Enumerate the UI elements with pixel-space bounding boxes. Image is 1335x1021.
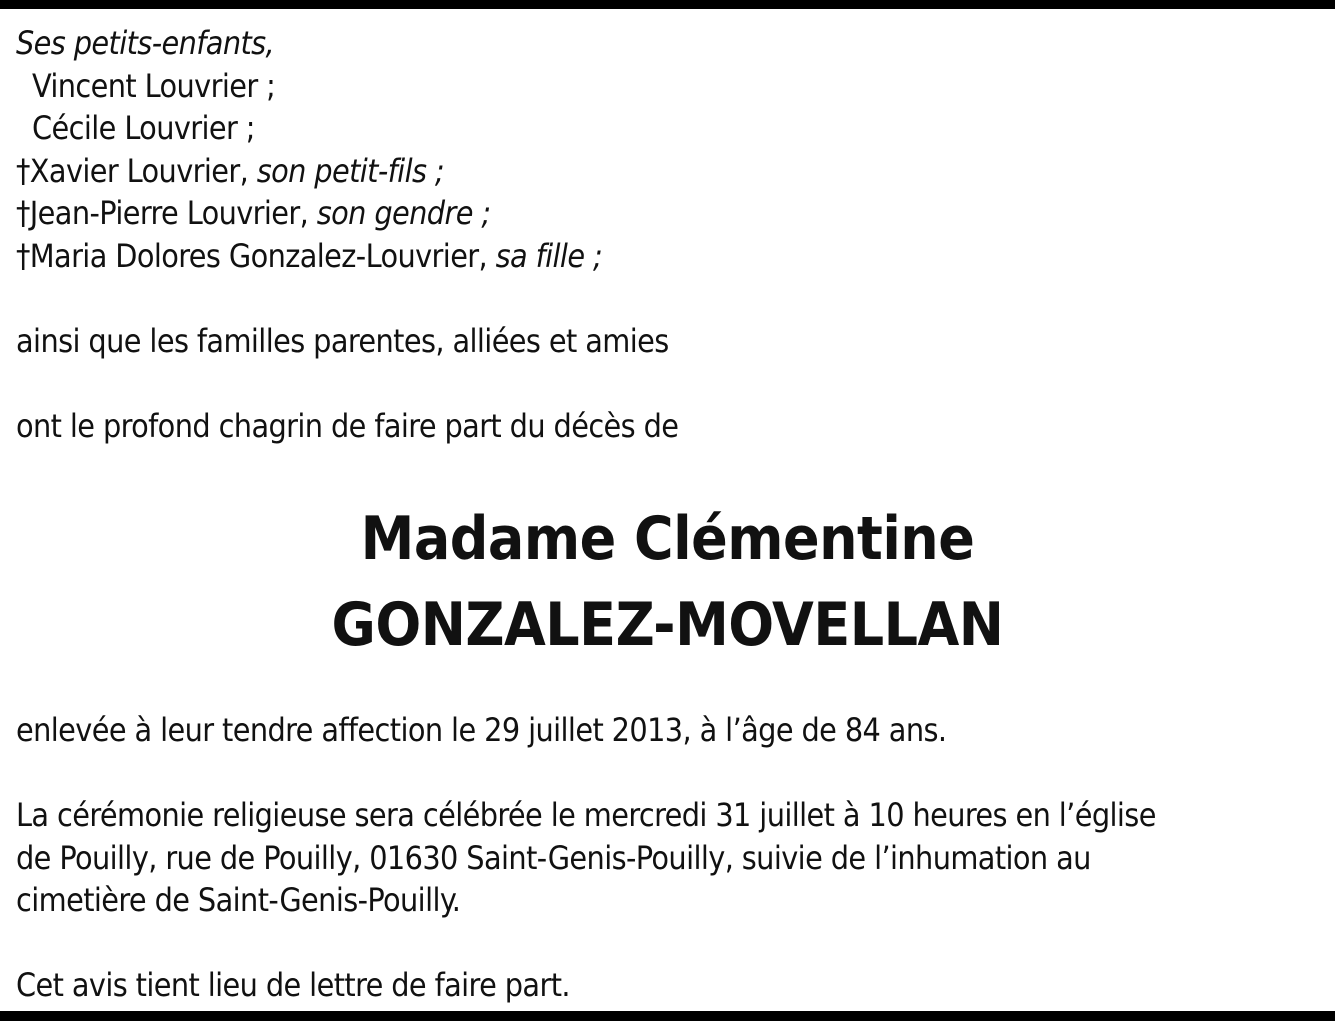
bottom-border-rule bbox=[0, 1011, 1335, 1021]
family-section bbox=[16, 22, 1316, 447]
relative-relation: son gendre ; bbox=[316, 194, 491, 232]
closing-line: Cet avis tient lieu de lettre de faire part. bbox=[16, 966, 570, 1004]
ceremony-line-2: de Pouilly, rue de Pouilly, 01630 Saint-Genis-Pouilly, suivie de l’inhumation au bbox=[16, 838, 1091, 877]
details-section bbox=[16, 709, 1316, 1007]
grandchild-cecile: Cécile Louvrier ; bbox=[32, 109, 255, 147]
spacer bbox=[16, 752, 1316, 795]
announcement-line: ont le profond chagrin de faire part du décès de bbox=[16, 406, 679, 445]
relative-name: †Xavier Louvrier, bbox=[16, 151, 249, 190]
grandchild-vincent: Vincent Louvrier ; bbox=[32, 66, 276, 105]
relative-relation: sa fille ; bbox=[495, 236, 603, 275]
deceased-relative-xavier bbox=[16, 150, 1316, 193]
ceremony-line-1: La cérémonie religieuse sera célébrée le mercredi 31 juillet à 10 heures en l’église bbox=[16, 796, 1156, 834]
relative-name: †Maria Dolores Gonzalez-Louvrier, bbox=[16, 236, 488, 275]
top-border-rule bbox=[0, 0, 1335, 9]
deceased-name-heading bbox=[0, 496, 1335, 668]
death-line: enlevée à leur tendre affection le 29 juillet 2013, à l’âge de 84 ans. bbox=[16, 711, 947, 749]
spacer bbox=[16, 362, 1316, 405]
families-line: ainsi que les familles parentes, alliées et amies bbox=[16, 321, 669, 360]
deceased-relative-jean-pierre bbox=[16, 192, 1316, 235]
relative-name: †Jean-Pierre Louvrier, bbox=[16, 194, 309, 232]
deceased-relative-maria-dolores bbox=[16, 235, 1316, 278]
relative-relation: son petit-fils ; bbox=[256, 151, 445, 190]
deceased-surname: GONZALEZ-MOVELLAN bbox=[331, 590, 1004, 660]
spacer bbox=[16, 277, 1316, 320]
ceremony-line-3: cimetière de Saint-Genis-Pouilly. bbox=[16, 881, 461, 919]
spacer bbox=[16, 922, 1316, 965]
deceased-title-first-name: Madame Clémentine bbox=[360, 504, 975, 574]
grandchildren-heading: Ses petits-enfants, bbox=[16, 24, 275, 62]
